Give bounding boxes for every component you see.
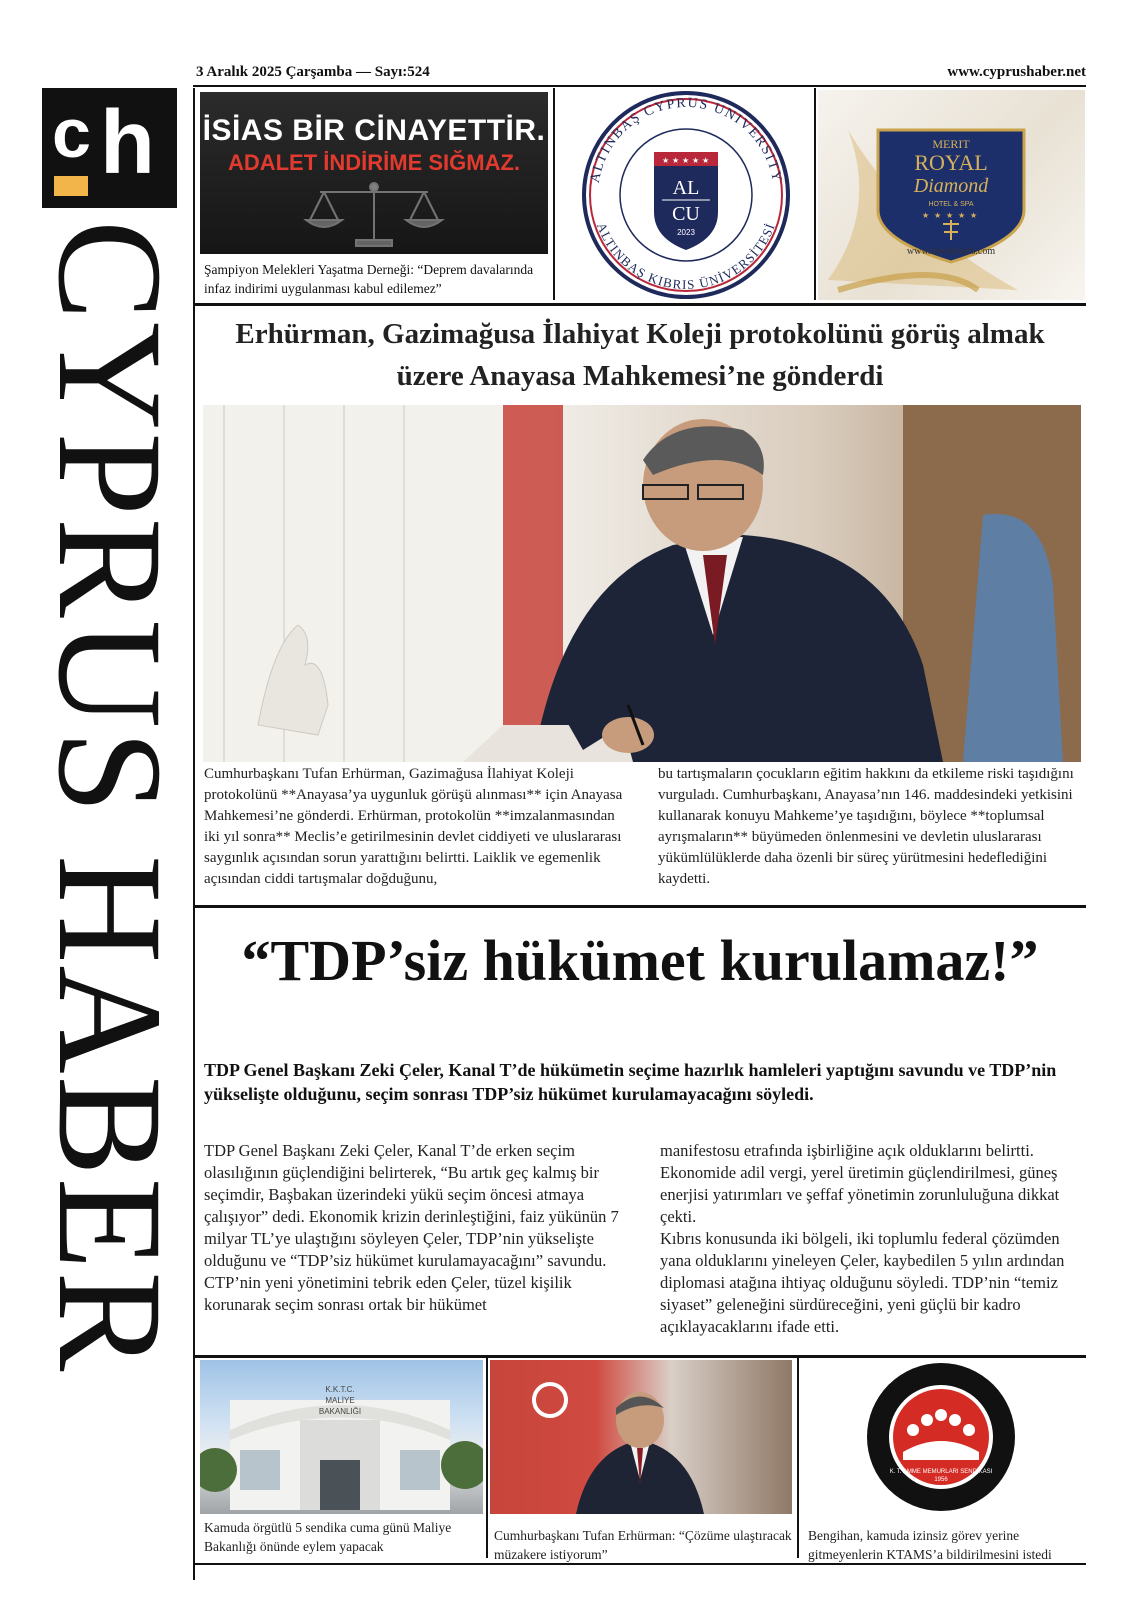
- svg-text:★: ★: [692, 156, 700, 165]
- masthead: [27, 88, 193, 1548]
- ad-hotel[interactable]: [818, 90, 1085, 300]
- hotel-brand-2: ROYAL: [914, 150, 988, 175]
- president-portrait-photo: [490, 1360, 792, 1514]
- hotel-brand-3: Diamond: [913, 175, 989, 197]
- article2-column-2: [660, 1140, 1086, 1338]
- sign-line-1: K.K.T.C.: [325, 1385, 355, 1394]
- article2-col1-paragraph-2: CTP’nin yeni yönetimini tebrik eden Çeler, tüzel kişilik korunarak seçim sonrası ortak bir hükümet: [204, 1273, 572, 1314]
- hotel-url: www.merithotels.com: [906, 246, 996, 257]
- president-signing-photo: [203, 405, 1081, 762]
- section-rule-3: [193, 1355, 1086, 1358]
- svg-text:★: ★: [958, 211, 966, 220]
- article2-lead: TDP Genel Başkanı Zeki Çeler, Kanal T’de hükümetin seçime hazırlık hamleleri yaptığını savundu ve TDP’nin yükselişte olduğunu, seçim sonrası TDP’siz hükümet kurulamayacağını söyledi.: [204, 1060, 1057, 1104]
- article2-col2-paragraph-1: manifestosu etrafında işbirliğine açık olduklarını belirtti. Ekonomide adil vergi, yerel üretimin güçlendirilmesi, güneş enerjisi yatırımları ve şeffaf yönetimin zorunluluğuna dikkat çekti.: [660, 1141, 1060, 1226]
- svg-text:★: ★: [682, 156, 690, 165]
- crest-line-2: CU: [672, 203, 700, 225]
- article1-column-1: Cumhurbaşkanı Tufan Erhürman, Gazimağusa İlahiyat Koleji protokolünü **Anayasa’ya uygunluk görüşü alınması** için Anayasa Mahkemesi’ne gönderdi. Erhürman, protokolün **imzalanmasından iki yıl sonra** Meclis’e getirilmesinin devlet ciddiyeti ve uluslararası saygınlık açısından sorun yarattığını belirtti. Laiklik ve egemenlik açısından ciddi tartışmalar doğduğunu,: [204, 766, 623, 887]
- thumb-president[interactable]: [490, 1360, 792, 1514]
- article2-col1-paragraph-1: TDP Genel Başkanı Zeki Çeler, Kanal T’de erken seçim olasılığının güçlendiğini belirterek, “Bu artık geç kalmış bir seçimdir, Başbakan üzerindeki yükü seçim öncesi atmaya çalışıyor” dedi. Ekonomik krizin derinleştiğini, faiz yükünün 7 milyar TL’ye ulaştığını söyleyen Çeler, TDP’nin yükselişte olduğunu ve “TDP’siz hükümet kurulamayacağını” savundu.: [204, 1141, 619, 1270]
- bottom-divider-2: [797, 1358, 799, 1558]
- top-line: [196, 62, 1086, 84]
- article2-headline[interactable]: “TDP’siz hükümet kurulamaz!”: [241, 928, 1039, 993]
- ad-university[interactable]: [558, 90, 813, 300]
- ad-banner-caption[interactable]: Şampiyon Melekleri Yaşatma Derneği: “Deprem davalarında infaz indirimi uygulanması kabul edilemez”: [204, 262, 534, 296]
- website-link[interactable]: www.cyprushaber.net: [947, 64, 1086, 80]
- bottom-caption-1[interactable]: Kamuda örgütlü 5 sendika cuma günü Maliye Bakanlığı önünde eylem yapacak: [204, 1520, 452, 1554]
- sign-line-3: BAKANLIĞI: [318, 1407, 362, 1416]
- svg-text:★: ★: [662, 156, 670, 165]
- svg-text:★: ★: [970, 211, 978, 220]
- hotel-brand-4: HOTEL & SPA: [928, 201, 974, 208]
- bottom-rule: [193, 1563, 1086, 1565]
- svg-text:★: ★: [922, 211, 930, 220]
- top-rule: [193, 85, 1086, 87]
- ad-banner-justice[interactable]: [200, 92, 548, 254]
- ktams-year: 1956: [934, 1477, 948, 1483]
- seal-ring-top: ALTINBAŞ CYPRUS UNIVERSITY: [587, 95, 785, 185]
- bottom-caption-2[interactable]: Cumhurbaşkanı Tufan Erhürman: “Çözüme ulaştıracak müzakere istiyorum”: [494, 1528, 792, 1562]
- masthead-title: CYPRUS HABER: [27, 220, 193, 1374]
- logo-letter-h: h: [100, 93, 155, 193]
- logo[interactable]: [42, 88, 177, 208]
- svg-text:★: ★: [946, 211, 954, 220]
- date-issue: 3 Aralık 2025 Çarşamba — Sayı:524: [196, 64, 430, 80]
- thumb-ktams[interactable]: [803, 1360, 1079, 1514]
- svg-text:★: ★: [672, 156, 680, 165]
- ad-divider-2: [814, 88, 816, 300]
- sign-line-2: MALİYE: [325, 1396, 355, 1405]
- ktams-logo-icon: [803, 1360, 1079, 1514]
- article2-column-1: [204, 1140, 634, 1316]
- ktams-org-name: K. T. AMME MEMURLARI SENDİKASI: [889, 1469, 993, 1475]
- crest-year: 2023: [677, 228, 695, 237]
- hotel-crest-icon: [818, 90, 1085, 300]
- scales-of-justice-icon: [200, 92, 548, 254]
- article1-headline[interactable]: Erhürman, Gazimağusa İlahiyat Koleji protokolünü görüş almak üzere Anayasa Mahkemesi’ne gönderdi: [235, 318, 1045, 392]
- article1-column-2: bu tartışmaların çocukların eğitim hakkını da etkileme riski taşıdığını vurguladı. Cumhurbaşkanı, Anayasa’nın 146. maddesindeki yetkisini kullanarak konuyu Mahkeme’ye taşıdığını, böylece **toplumsal ayrışmaların** büyümeden önlenmesini ve devletin uluslararası yükümlülüklerde daha özenli bir süreç yürütmesini hedeflediğini kaydetti.: [658, 766, 1074, 887]
- ad-banner-subline: ADALET İNDİRİME SIĞMAZ.: [227, 150, 521, 175]
- logo-letter-c: c: [52, 94, 91, 172]
- university-seal-icon: [558, 90, 813, 300]
- hotel-brand-1: MERIT: [932, 137, 970, 151]
- svg-text:★: ★: [934, 211, 942, 220]
- bottom-divider-1: [486, 1358, 488, 1558]
- seal-ring-bottom: ALTINBAŞ KIBRIS ÜNİVERSİTESİ: [593, 220, 778, 293]
- crest-line-1: AL: [672, 177, 700, 199]
- article2-col2-paragraph-2: Kıbrıs konusunda iki bölgeli, iki toplumlu federal çözümden yana olduklarını yineleyen Çeler, kaybedilen 5 yılın ardından diplomasi atağına ihtiyaç olduğunu söyledi. TDP’nin “temiz siyaset” geleneğini sürdüreceğini, yeni güçlü bir kadro açıklayacaklarını ifade etti.: [660, 1229, 1065, 1336]
- ministry-building-photo: [200, 1360, 483, 1514]
- ad-banner-headline: İSİAS BİR CİNAYETTİR.: [202, 114, 546, 147]
- svg-text:★: ★: [702, 156, 710, 165]
- ad-divider-1: [553, 88, 555, 300]
- bottom-caption-3[interactable]: Bengihan, kamuda izinsiz görev yerine gitmeyenlerin KTAMS’a bildirilmesini istedi: [808, 1528, 1052, 1562]
- logo-accent-bar: [54, 176, 88, 196]
- article1-photo[interactable]: [203, 405, 1081, 762]
- thumb-finance-ministry[interactable]: [200, 1360, 483, 1514]
- section-rule-1: [193, 303, 1086, 306]
- section-rule-2: [193, 905, 1086, 908]
